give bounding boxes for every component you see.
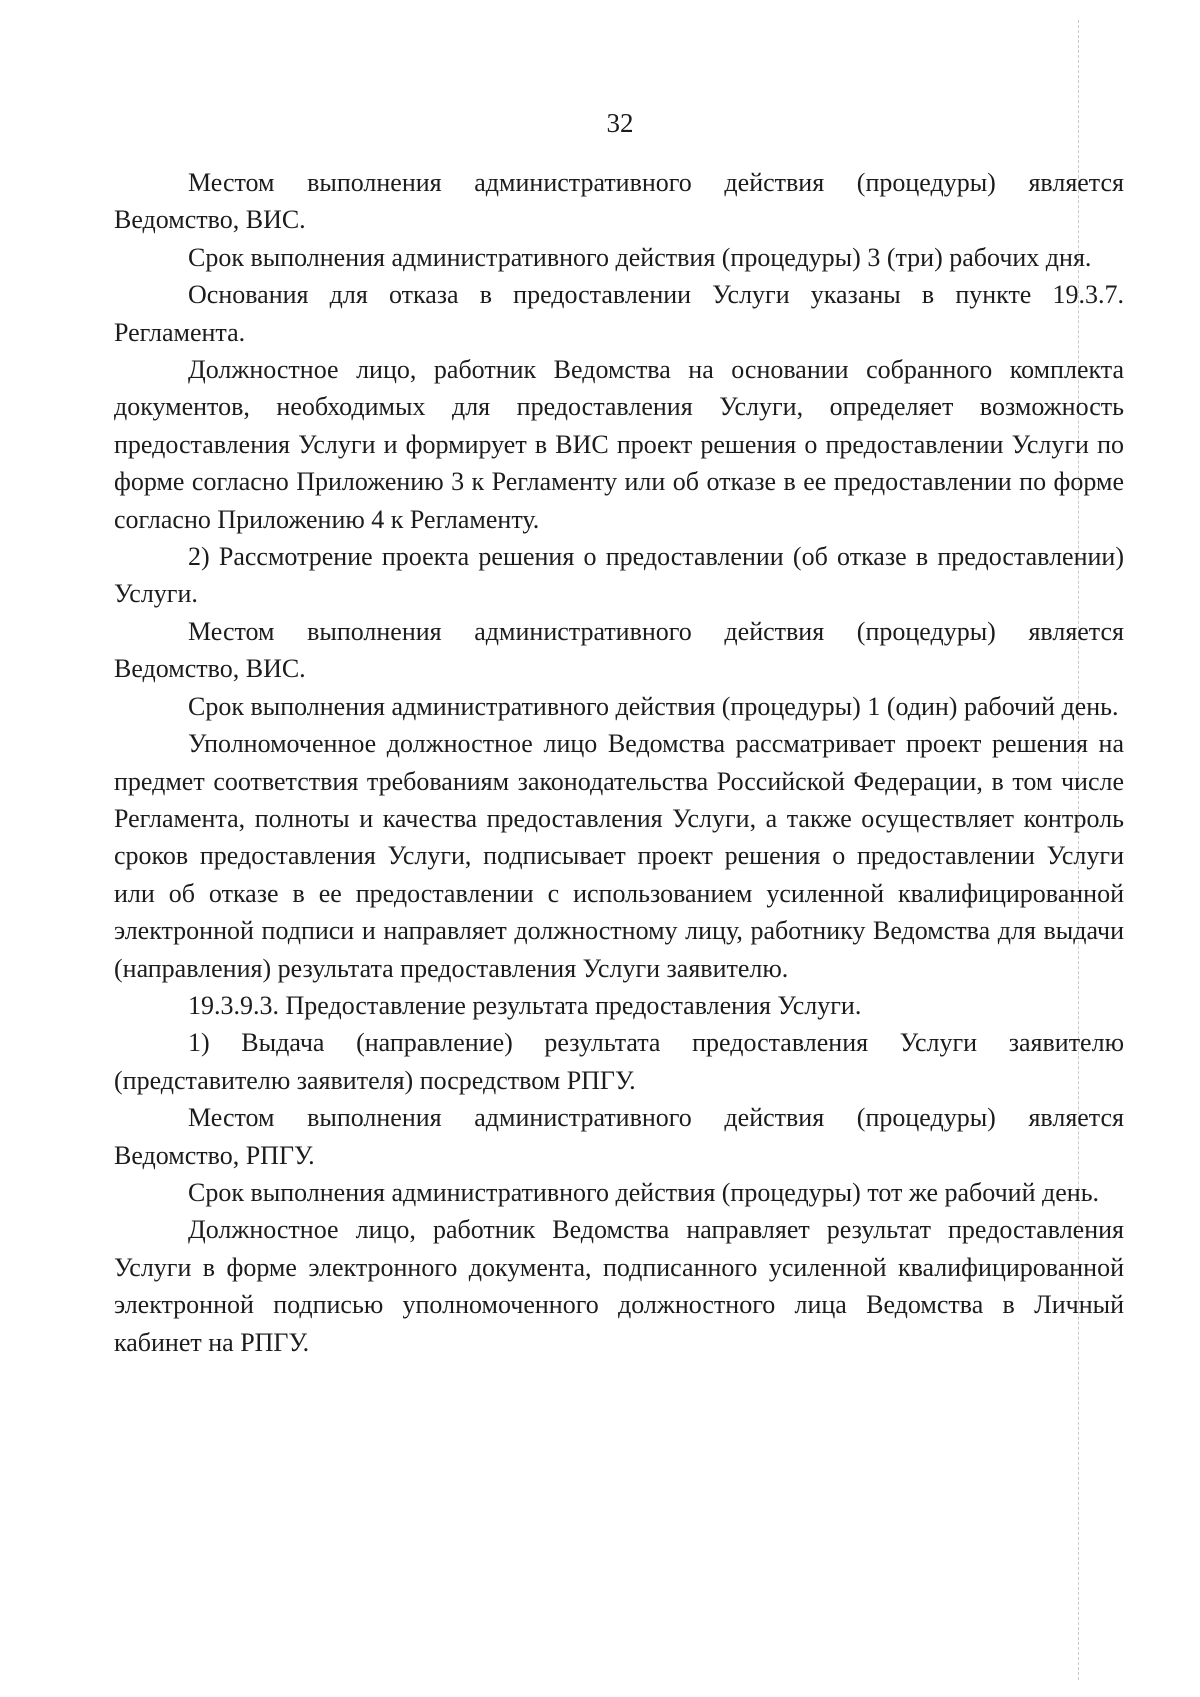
- paragraph: Местом выполнения административного действия (процедуры) является Ведомство, РПГУ.: [114, 1103, 1124, 1170]
- paragraph: Срок выполнения административного действия (процедуры) 1 (один) рабочий день.: [188, 691, 1119, 721]
- paragraph: Местом выполнения административного действия (процедуры) является Ведомство, ВИС.: [114, 168, 1124, 235]
- page-number: 32: [606, 108, 634, 138]
- paragraph: Должностное лицо, работник Ведомства на основании собранного комплекта документов, необходимых для предоставления Услуги, определяет возможность предоставления Услуги и формирует в ВИС проект решения о предоставлении Услуги по форме согласно Приложению 3 к Регламенту или об отказе в ее предоставлении по форме согласно Приложению 4 к Регламенту.: [114, 355, 1124, 534]
- paragraph: 19.3.9.3. Предоставление результата предоставления Услуги.: [188, 990, 862, 1020]
- paragraph: Срок выполнения административного действия (процедуры) тот же рабочий день.: [188, 1177, 1100, 1207]
- paragraph: Срок выполнения административного действия (процедуры) 3 (три) рабочих дня.: [188, 242, 1092, 272]
- paragraph: 1) Выдача (направление) результата предоставления Услуги заявителю (представителю заявителя) посредством РПГУ.: [114, 1028, 1124, 1095]
- paragraph: Основания для отказа в предоставлении Услуги указаны в пункте 19.3.7. Регламента.: [114, 280, 1124, 347]
- paragraph: Местом выполнения административного действия (процедуры) является Ведомство, ВИС.: [114, 616, 1124, 684]
- paragraph: 2) Рассмотрение проекта решения о предоставлении (об отказе в предоставлении) Услуги.: [114, 542, 1124, 609]
- document-body: [114, 164, 1124, 1361]
- paragraph: Уполномоченное должностное лицо Ведомства рассматривает проект решения на предмет соответствия требованиям законодательства Российской Федерации, в том числе Регламента, полноты и качества предоставления Услуги, а также осуществляет контроль сроков предоставления Услуги, подписывает проект решения о предоставлении Услуги или об отказе в ее предоставлении с использованием усиленной квалифицированной электронной подписи и направляет должностному лицу, работнику Ведомства для выдачи (направления) результата предоставления Услуги заявителю.: [114, 729, 1124, 983]
- paragraph: Должностное лицо, работник Ведомства направляет результат предоставления Услуги в форме электронного документа, подписанного усиленной квалифицированной электронной подписью уполномоченного должностного лица Ведомства в Личный кабинет на РПГУ.: [114, 1215, 1124, 1357]
